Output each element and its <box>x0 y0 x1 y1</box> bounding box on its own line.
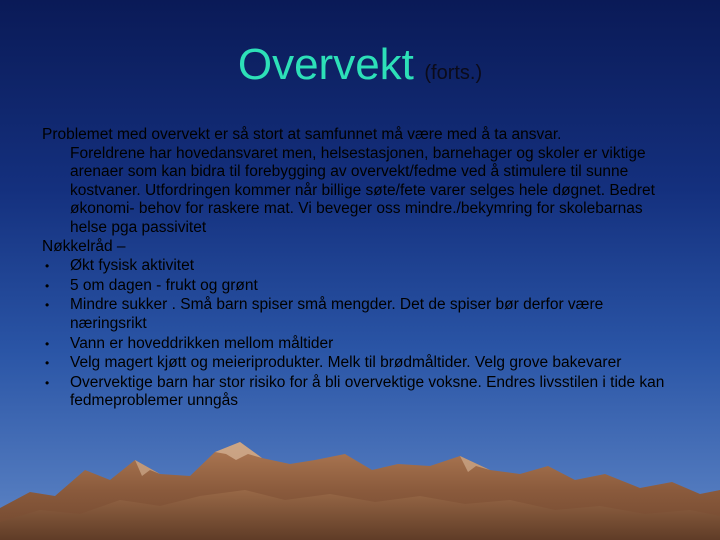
bullet-text: Mindre sukker . Små barn spiser små mengder. Det de spiser bør derfor være næringsrikt <box>70 296 604 332</box>
bullet-dot: • <box>45 298 50 313</box>
mountain-range-illustration <box>0 430 720 540</box>
bullet-item <box>42 374 682 411</box>
bullet-text: Vann er hoveddrikken mellom måltider <box>70 334 334 352</box>
title-main: Overvekt <box>237 40 414 89</box>
bullet-item <box>42 335 682 354</box>
bullet-text: 5 om dagen - frukt og grønt <box>70 276 258 294</box>
bullet-dot: • <box>45 375 50 390</box>
bullet-dot: • <box>45 259 50 274</box>
intro-rest: Foreldrene har hovedansvaret men, helsestasjonen, barnehager og skoler er viktige arenaer som kan bidra til forebygging av overvekt/fedme ved å stimulere til sunne kostvaner. Utfordringen kommer når billige søte/fete varer selges hele døgnet. Bedret økonomi- behov for raskere mat. Vi beveger oss mindre./bekymring for skolebarnas helse pga passivitet <box>70 144 655 236</box>
bullet-dot: • <box>45 278 50 293</box>
bullet-text: Velg magert kjøtt og meieriprodukter. Melk til brødmåltider. Velg grove bakevarer <box>70 354 622 372</box>
bullet-dot: • <box>45 336 50 351</box>
bullet-text: Økt fysisk aktivitet <box>70 257 195 275</box>
intro-first-line: Problemet med overvekt er så stort at samfunnet må være med å ta ansvar. <box>42 126 562 143</box>
slide-body <box>42 126 682 411</box>
bullet-item <box>42 296 682 333</box>
bullet-item <box>42 277 682 296</box>
slide-title <box>0 40 720 90</box>
intro-paragraph <box>42 126 682 238</box>
bullet-text: Overvektige barn har stor risiko for å bli overvektige voksne. Endres livsstilen i tide kan fedmeproblemer unngås <box>70 373 665 410</box>
bullet-item <box>42 354 682 373</box>
bullet-item <box>42 257 682 276</box>
bullet-dot: • <box>45 356 50 371</box>
key-heading: Nøkkelråd – <box>42 237 126 255</box>
key-advice-list <box>42 257 682 411</box>
title-suffix: (forts.) <box>424 62 483 84</box>
